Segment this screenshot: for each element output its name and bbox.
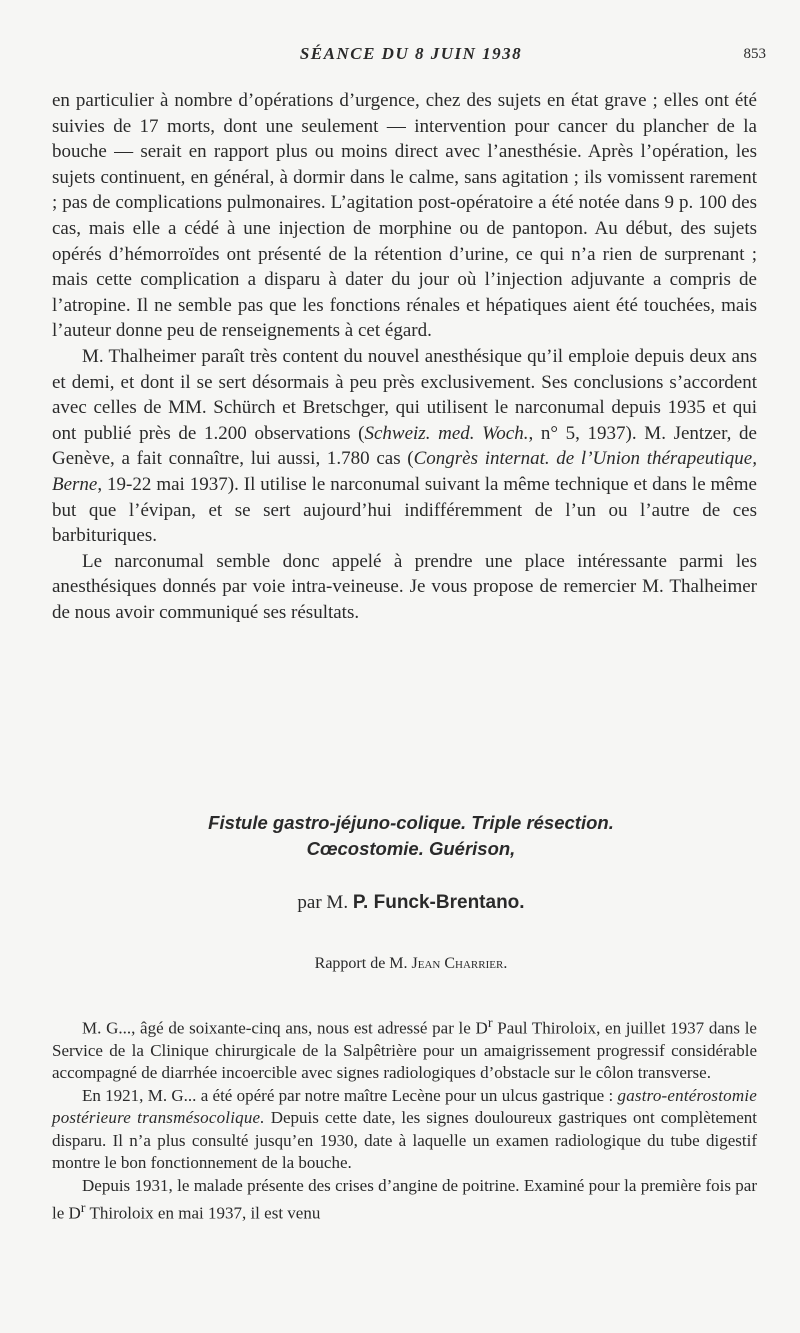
paragraph: [52, 1085, 757, 1175]
text-run: M. G..., âgé de soixante-cinq ans, nous est adressé par le D: [82, 1018, 488, 1038]
article-title: [50, 810, 772, 862]
running-title: SÉANCE DU 8 JUIN 1938: [299, 44, 523, 63]
report-line: [50, 955, 772, 973]
citation-congress: Congrès internat. de l’Union thérapeutique, Berne: [52, 448, 757, 495]
superscript: r: [80, 1199, 86, 1216]
citation-journal: Schweiz. med. Woch.: [364, 422, 529, 444]
case-report-text: [52, 1012, 757, 1225]
paragraph: en particulier à nombre d’opérations d’urgence, chez des sujets en état grave ; elles ont été suivies de 17 morts, dont une seulement — intervention pour cancer du plancher de la bouche — serait en rapport plus ou moins direct avec l’anesthésie. Après l’opération, les sujets continuent, en général, à dormir dans le calme, sans agitation ; ils vomissent rarement ; pas de complications pulmonaires. L’agitation post-opératoire a été notée dans 9 p. 100 des cas, mais elle a cédé à une injection de morphine ou de pantopon. Au début, des sujets opérés d’hémorroïdes ont présenté de la rétention d’urine, ce qui n’a rien de surprenant ; mais cette complication a disparu à dater du jour où l’injection adjuvante a compris de l’atropine. Il ne semble pas que les fonctions rénales et hépatiques aient été touchées, mais l’auteur donne peu de renseignements à cet égard.: [52, 90, 757, 342]
article-title-line: Cœcostomie. Guérison,: [306, 838, 516, 859]
report-prefix: Rapport de M.: [314, 955, 408, 972]
paragraph: [52, 344, 757, 549]
text-run: En 1921, M. G... a été opéré par notre maître Lecène pour un ulcus gastrique :: [82, 1085, 618, 1105]
paragraph: [52, 1012, 757, 1085]
preceding-report-text: [52, 88, 757, 625]
text-run: Depuis cette date, les signes douloureux gastriques ont complètement disparu. Il n’a plus consulté jusqu’en 1930, date à laquelle un examen radiologique du tube digestif montre le bon fonctionnement de la bouche.: [52, 1108, 757, 1173]
text-run: , 19-22 mai 1937). Il utilise le narconumal suivant la même technique et dans le même but que l’évipan, et se sert aujourd’hui indifféremment de l’un ou l’autre de ces barbituriques.: [52, 473, 757, 547]
article-author: [50, 892, 772, 914]
paragraph: [52, 1175, 757, 1225]
text-run: Paul Thiroloix, en juillet 1937 dans le Service de la Clinique chirurgicale de la Salpêtrière pour un amaigrissement progressif considérable accompagné de diarrhée incoercible avec signes radiologiques d’obstacle sur le côlon transverse.: [52, 1018, 757, 1083]
author-name: P. Funck-Brentano.: [352, 892, 525, 913]
text-run: , n° 5, 1937). M. Jentzer, de Genève, a fait connaître, lui aussi, 1.780 cas (: [52, 422, 757, 470]
paragraph: Le narconumal semble donc appelé à prendre une place intéressante parmi les anesthésiques donnés par voie intra-veineuse. Je vous propose de remercier M. Thalheimer de nous avoir communiqué ses résultats.: [52, 550, 757, 623]
reporter-name: Jean Charrier.: [411, 955, 508, 972]
text-run: Depuis 1931, le malade présente des crises d’angine de poitrine. Examiné pour la première fois par le D: [52, 1175, 757, 1223]
author-prefix: par M.: [297, 892, 349, 913]
page-number: 853: [743, 46, 766, 62]
text-run: Thiroloix en mai 1937, il est venu: [85, 1203, 321, 1223]
superscript: r: [487, 1015, 493, 1031]
text-run: M. Thalheimer paraît très content du nouvel anesthésique qu’il emploie depuis deux ans et demi, et dont il se sert désormais à peu près exclusivement. Ses conclusions s’accordent avec celles de MM. Schürch et Bretschger, qui utilisent le narconumal depuis 1935 et qui ont publié près de 1.200 observations (: [52, 345, 757, 444]
procedure-name: gastro-entérostomie postérieure transmésocolique.: [52, 1085, 757, 1128]
article-title-line: Fistule gastro-jéjuno-colique. Triple résection.: [208, 812, 614, 833]
